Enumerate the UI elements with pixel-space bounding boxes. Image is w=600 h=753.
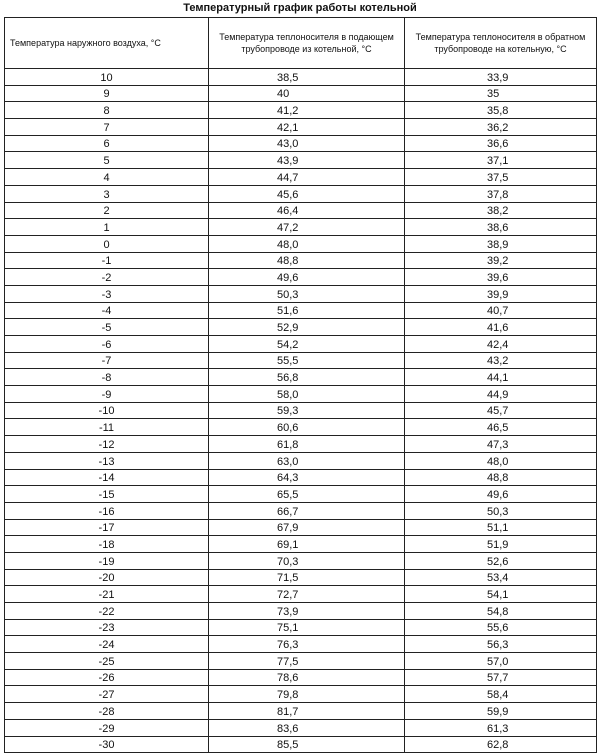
cell-outdoor-temperature: -6 bbox=[5, 336, 209, 353]
cell-return-temperature: 45,7 bbox=[405, 402, 597, 419]
cell-return-temperature: 41,6 bbox=[405, 319, 597, 336]
cell-return-temperature: 36,2 bbox=[405, 119, 597, 136]
cell-supply-temperature: 45,6 bbox=[209, 185, 405, 202]
cell-outdoor-temperature: 1 bbox=[5, 219, 209, 236]
cell-return-temperature: 39,6 bbox=[405, 269, 597, 286]
table-row bbox=[5, 219, 597, 236]
table-row bbox=[5, 569, 597, 586]
cell-supply-temperature: 41,2 bbox=[209, 102, 405, 119]
cell-outdoor-temperature: -15 bbox=[5, 486, 209, 503]
cell-return-temperature: 49,6 bbox=[405, 486, 597, 503]
cell-return-temperature: 43,2 bbox=[405, 352, 597, 369]
cell-outdoor-temperature: -17 bbox=[5, 519, 209, 536]
cell-supply-temperature: 50,3 bbox=[209, 285, 405, 302]
table-row bbox=[5, 586, 597, 603]
cell-supply-temperature: 72,7 bbox=[209, 586, 405, 603]
cell-outdoor-temperature: -16 bbox=[5, 502, 209, 519]
cell-return-temperature: 33,9 bbox=[405, 69, 597, 86]
cell-supply-temperature: 44,7 bbox=[209, 169, 405, 186]
cell-outdoor-temperature: -13 bbox=[5, 452, 209, 469]
table-header-row bbox=[5, 18, 597, 69]
table-row bbox=[5, 669, 597, 686]
table-row bbox=[5, 336, 597, 353]
cell-return-temperature: 51,9 bbox=[405, 536, 597, 553]
cell-supply-temperature: 63,0 bbox=[209, 452, 405, 469]
cell-outdoor-temperature: -18 bbox=[5, 536, 209, 553]
cell-outdoor-temperature: -26 bbox=[5, 669, 209, 686]
cell-return-temperature: 51,1 bbox=[405, 519, 597, 536]
cell-outdoor-temperature: -7 bbox=[5, 352, 209, 369]
header-return-temperature: Температура теплоносителя в обратном трубопроводе на котельную, °С bbox=[405, 18, 597, 69]
cell-outdoor-temperature: -20 bbox=[5, 569, 209, 586]
cell-supply-temperature: 71,5 bbox=[209, 569, 405, 586]
cell-return-temperature: 35 bbox=[405, 85, 597, 102]
table-row bbox=[5, 552, 597, 569]
cell-outdoor-temperature: -30 bbox=[5, 736, 209, 753]
cell-supply-temperature: 85,5 bbox=[209, 736, 405, 753]
table-row bbox=[5, 269, 597, 286]
cell-return-temperature: 44,9 bbox=[405, 386, 597, 403]
cell-return-temperature: 62,8 bbox=[405, 736, 597, 753]
cell-supply-temperature: 54,2 bbox=[209, 336, 405, 353]
cell-return-temperature: 39,9 bbox=[405, 285, 597, 302]
cell-return-temperature: 37,5 bbox=[405, 169, 597, 186]
table-row bbox=[5, 235, 597, 252]
cell-supply-temperature: 56,8 bbox=[209, 369, 405, 386]
cell-outdoor-temperature: -3 bbox=[5, 285, 209, 302]
cell-supply-temperature: 81,7 bbox=[209, 703, 405, 720]
cell-return-temperature: 46,5 bbox=[405, 419, 597, 436]
cell-supply-temperature: 47,2 bbox=[209, 219, 405, 236]
cell-outdoor-temperature: -27 bbox=[5, 686, 209, 703]
cell-supply-temperature: 52,9 bbox=[209, 319, 405, 336]
table-row bbox=[5, 736, 597, 753]
cell-supply-temperature: 66,7 bbox=[209, 502, 405, 519]
cell-return-temperature: 58,4 bbox=[405, 686, 597, 703]
table-row bbox=[5, 402, 597, 419]
table-row bbox=[5, 386, 597, 403]
cell-outdoor-temperature: -5 bbox=[5, 319, 209, 336]
table-row bbox=[5, 169, 597, 186]
table-row bbox=[5, 519, 597, 536]
table-row bbox=[5, 152, 597, 169]
cell-supply-temperature: 65,5 bbox=[209, 486, 405, 503]
cell-outdoor-temperature: 2 bbox=[5, 202, 209, 219]
table-row bbox=[5, 436, 597, 453]
cell-outdoor-temperature: -2 bbox=[5, 269, 209, 286]
table-row bbox=[5, 102, 597, 119]
cell-supply-temperature: 59,3 bbox=[209, 402, 405, 419]
cell-outdoor-temperature: -12 bbox=[5, 436, 209, 453]
cell-supply-temperature: 69,1 bbox=[209, 536, 405, 553]
cell-supply-temperature: 48,0 bbox=[209, 235, 405, 252]
table-row bbox=[5, 119, 597, 136]
table-row bbox=[5, 703, 597, 720]
cell-supply-temperature: 73,9 bbox=[209, 603, 405, 620]
cell-return-temperature: 37,1 bbox=[405, 152, 597, 169]
table-row bbox=[5, 185, 597, 202]
cell-outdoor-temperature: 4 bbox=[5, 169, 209, 186]
cell-outdoor-temperature: 0 bbox=[5, 235, 209, 252]
table-row bbox=[5, 352, 597, 369]
table-row bbox=[5, 319, 597, 336]
cell-outdoor-temperature: 6 bbox=[5, 135, 209, 152]
cell-outdoor-temperature: -14 bbox=[5, 469, 209, 486]
cell-outdoor-temperature: 8 bbox=[5, 102, 209, 119]
cell-outdoor-temperature: -24 bbox=[5, 636, 209, 653]
table-row bbox=[5, 369, 597, 386]
cell-outdoor-temperature: -11 bbox=[5, 419, 209, 436]
cell-outdoor-temperature: -9 bbox=[5, 386, 209, 403]
document-title: Температурный график работы котельной bbox=[183, 2, 417, 14]
cell-return-temperature: 53,4 bbox=[405, 569, 597, 586]
table-row bbox=[5, 536, 597, 553]
cell-return-temperature: 57,7 bbox=[405, 669, 597, 686]
table-row bbox=[5, 603, 597, 620]
cell-outdoor-temperature: -29 bbox=[5, 719, 209, 736]
table-row bbox=[5, 619, 597, 636]
cell-return-temperature: 56,3 bbox=[405, 636, 597, 653]
table-row bbox=[5, 252, 597, 269]
cell-outdoor-temperature: 5 bbox=[5, 152, 209, 169]
table-row bbox=[5, 69, 597, 86]
cell-outdoor-temperature: -21 bbox=[5, 586, 209, 603]
cell-outdoor-temperature: -23 bbox=[5, 619, 209, 636]
cell-supply-temperature: 64,3 bbox=[209, 469, 405, 486]
cell-supply-temperature: 46,4 bbox=[209, 202, 405, 219]
table-row bbox=[5, 469, 597, 486]
header-outdoor-temperature: Температура наружного воздуха, °С bbox=[5, 18, 209, 69]
cell-supply-temperature: 43,9 bbox=[209, 152, 405, 169]
table-row bbox=[5, 202, 597, 219]
cell-return-temperature: 50,3 bbox=[405, 502, 597, 519]
cell-return-temperature: 42,4 bbox=[405, 336, 597, 353]
cell-return-temperature: 37,8 bbox=[405, 185, 597, 202]
cell-return-temperature: 59,9 bbox=[405, 703, 597, 720]
cell-return-temperature: 54,1 bbox=[405, 586, 597, 603]
cell-supply-temperature: 43,0 bbox=[209, 135, 405, 152]
cell-outdoor-temperature: -4 bbox=[5, 302, 209, 319]
cell-supply-temperature: 83,6 bbox=[209, 719, 405, 736]
cell-supply-temperature: 61,8 bbox=[209, 436, 405, 453]
cell-return-temperature: 57,0 bbox=[405, 653, 597, 670]
cell-supply-temperature: 75,1 bbox=[209, 619, 405, 636]
cell-return-temperature: 39,2 bbox=[405, 252, 597, 269]
cell-return-temperature: 47,3 bbox=[405, 436, 597, 453]
cell-return-temperature: 40,7 bbox=[405, 302, 597, 319]
cell-return-temperature: 38,9 bbox=[405, 235, 597, 252]
cell-outdoor-temperature: 9 bbox=[5, 85, 209, 102]
cell-supply-temperature: 40 bbox=[209, 85, 405, 102]
table-row bbox=[5, 85, 597, 102]
cell-outdoor-temperature: -8 bbox=[5, 369, 209, 386]
cell-outdoor-temperature: -22 bbox=[5, 603, 209, 620]
cell-return-temperature: 48,0 bbox=[405, 452, 597, 469]
table-row bbox=[5, 719, 597, 736]
table-row bbox=[5, 302, 597, 319]
cell-outdoor-temperature: 3 bbox=[5, 185, 209, 202]
cell-outdoor-temperature: 7 bbox=[5, 119, 209, 136]
cell-supply-temperature: 42,1 bbox=[209, 119, 405, 136]
header-supply-temperature: Температура теплоносителя в подающем трубопроводе из котельной, °С bbox=[209, 18, 405, 69]
cell-supply-temperature: 70,3 bbox=[209, 552, 405, 569]
table-row bbox=[5, 686, 597, 703]
cell-outdoor-temperature: 10 bbox=[5, 69, 209, 86]
cell-outdoor-temperature: -25 bbox=[5, 653, 209, 670]
cell-supply-temperature: 60,6 bbox=[209, 419, 405, 436]
cell-supply-temperature: 38,5 bbox=[209, 69, 405, 86]
cell-supply-temperature: 77,5 bbox=[209, 653, 405, 670]
cell-outdoor-temperature: -28 bbox=[5, 703, 209, 720]
cell-supply-temperature: 78,6 bbox=[209, 669, 405, 686]
cell-supply-temperature: 76,3 bbox=[209, 636, 405, 653]
table-row bbox=[5, 653, 597, 670]
cell-supply-temperature: 58,0 bbox=[209, 386, 405, 403]
temperature-schedule-table bbox=[4, 17, 597, 753]
table-row bbox=[5, 486, 597, 503]
cell-return-temperature: 61,3 bbox=[405, 719, 597, 736]
cell-outdoor-temperature: -1 bbox=[5, 252, 209, 269]
cell-outdoor-temperature: -10 bbox=[5, 402, 209, 419]
cell-return-temperature: 52,6 bbox=[405, 552, 597, 569]
cell-return-temperature: 38,6 bbox=[405, 219, 597, 236]
cell-return-temperature: 54,8 bbox=[405, 603, 597, 620]
cell-return-temperature: 55,6 bbox=[405, 619, 597, 636]
table-row bbox=[5, 285, 597, 302]
cell-supply-temperature: 48,8 bbox=[209, 252, 405, 269]
cell-return-temperature: 35,8 bbox=[405, 102, 597, 119]
cell-outdoor-temperature: -19 bbox=[5, 552, 209, 569]
table-row bbox=[5, 452, 597, 469]
cell-supply-temperature: 55,5 bbox=[209, 352, 405, 369]
cell-return-temperature: 38,2 bbox=[405, 202, 597, 219]
table-row bbox=[5, 502, 597, 519]
table-row bbox=[5, 636, 597, 653]
cell-return-temperature: 44,1 bbox=[405, 369, 597, 386]
table-row bbox=[5, 419, 597, 436]
cell-return-temperature: 36,6 bbox=[405, 135, 597, 152]
cell-supply-temperature: 79,8 bbox=[209, 686, 405, 703]
cell-supply-temperature: 51,6 bbox=[209, 302, 405, 319]
cell-supply-temperature: 49,6 bbox=[209, 269, 405, 286]
cell-return-temperature: 48,8 bbox=[405, 469, 597, 486]
cell-supply-temperature: 67,9 bbox=[209, 519, 405, 536]
table-row bbox=[5, 135, 597, 152]
